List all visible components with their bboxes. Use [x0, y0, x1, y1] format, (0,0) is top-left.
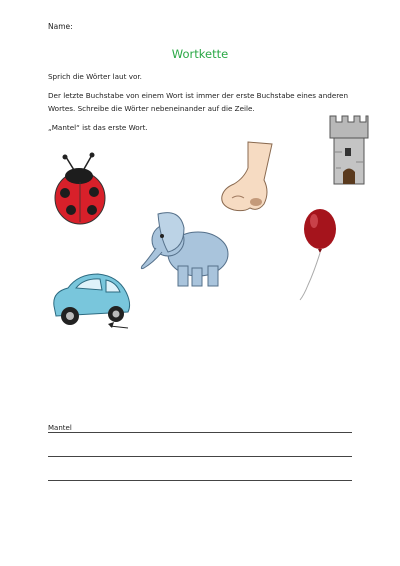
- nose-icon: [218, 140, 274, 215]
- instruction-3: „Mantel“ ist das erste Wort.: [48, 123, 148, 132]
- page-title: Wortkette: [171, 47, 229, 61]
- answer-line-1-label: Mantel: [48, 424, 72, 432]
- instruction-2: Der letzte Buchstabe von einem Wort ist immer der erste Buchstabe eines anderen Wortes. Schreibe die Wörter nebeneinander auf die Zeile.: [48, 91, 349, 113]
- elephant-icon: [140, 208, 232, 288]
- instruction-1: Sprich die Wörter laut vor.: [48, 72, 142, 81]
- answer-line-2[interactable]: [48, 456, 352, 457]
- name-label: Name:: [48, 22, 73, 31]
- ladybug-icon: [52, 152, 110, 226]
- balloon-icon: [296, 207, 340, 302]
- answer-line-3[interactable]: [48, 480, 352, 481]
- car-icon: [48, 268, 132, 332]
- tower-icon: [328, 112, 370, 188]
- answer-line-1[interactable]: [48, 432, 352, 433]
